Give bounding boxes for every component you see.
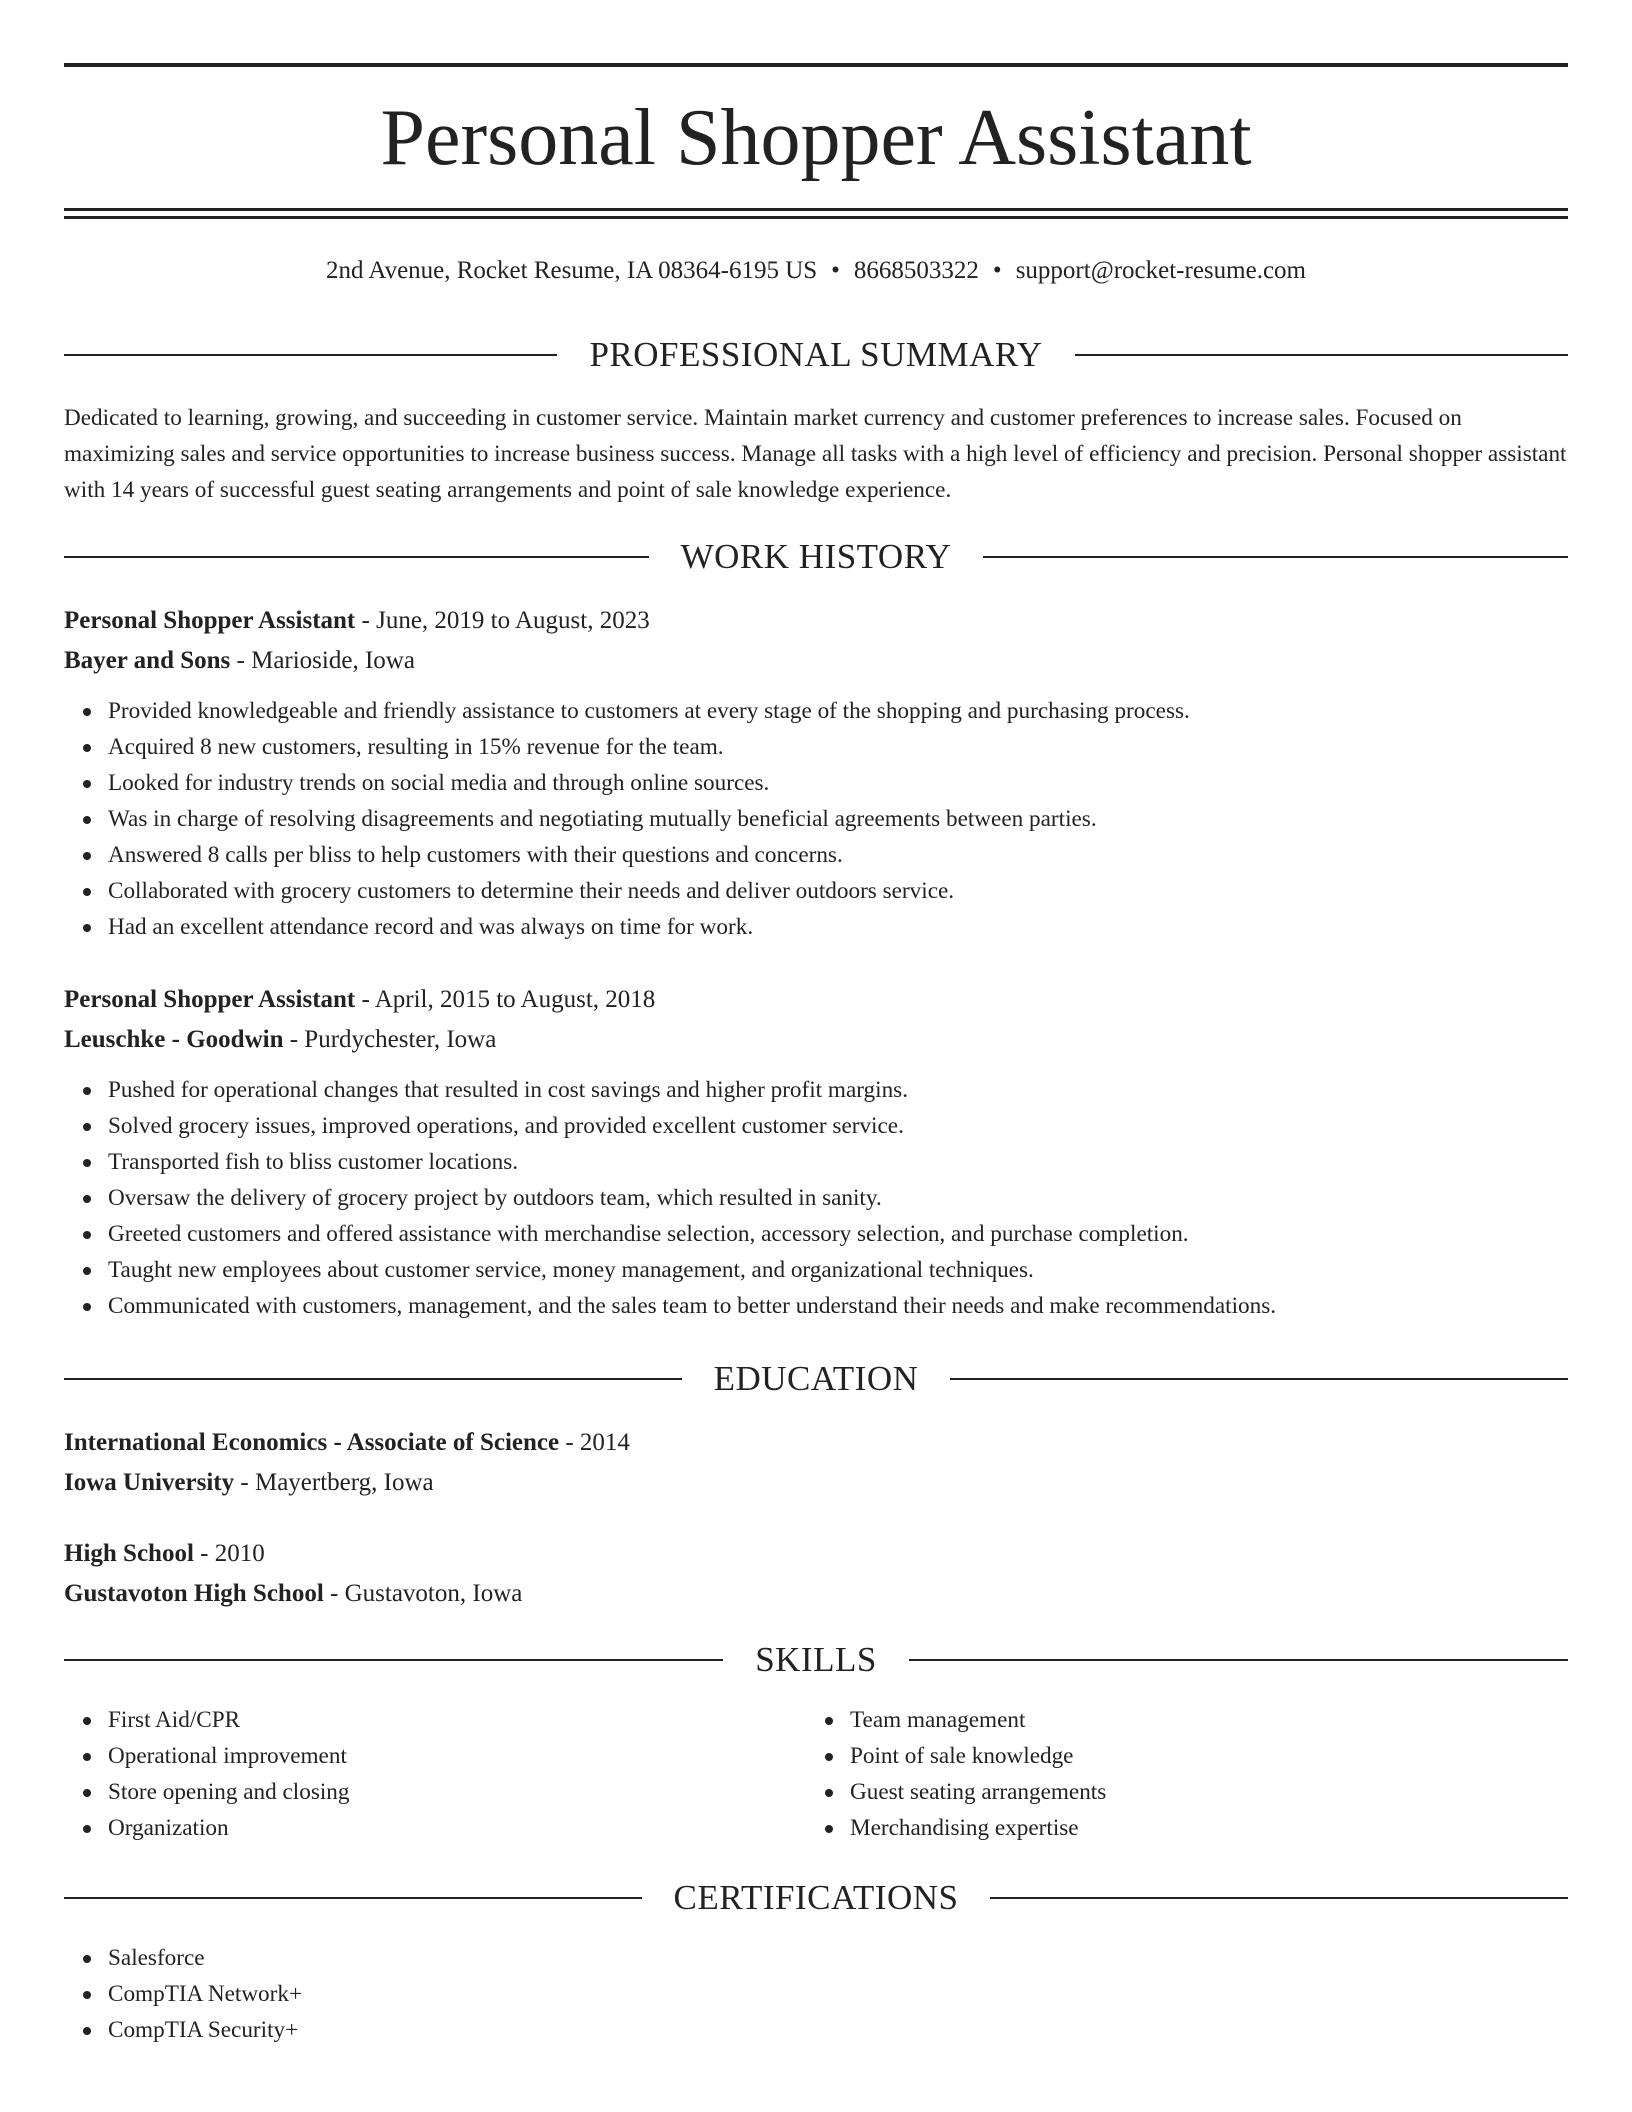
job-bullet: Answered 8 calls per bliss to help customers with their questions and concerns. [108, 837, 1568, 873]
skill-item: Operational improvement [108, 1738, 764, 1774]
section-rule [909, 1659, 1568, 1661]
contact-separator: • [992, 257, 1002, 284]
education-school-line [64, 1574, 1568, 1614]
education-school-line [64, 1463, 1568, 1503]
education-year: - 2014 [559, 1429, 630, 1456]
education-school: Iowa University [64, 1469, 235, 1496]
job-bullet: Was in charge of resolving disagreements and negotiating mutually beneficial agreements between parties. [108, 801, 1568, 837]
section-header-certifications [64, 1876, 1568, 1920]
section-rule [1075, 354, 1568, 356]
job-bullets [64, 693, 1568, 945]
education-degree: International Economics - Associate of Science [64, 1429, 560, 1456]
job-dates: - April, 2015 to August, 2018 [355, 986, 656, 1013]
section-rule [990, 1897, 1568, 1899]
section-header-summary [64, 333, 1568, 377]
section-rule [983, 556, 1568, 558]
section-title: PROFESSIONAL SUMMARY [589, 335, 1043, 374]
job-title-line [64, 980, 1568, 1020]
job-entry [64, 601, 1568, 945]
education-school: Gustavoton High School [64, 1580, 324, 1607]
header-rule-lower [64, 216, 1568, 219]
skill-item: Store opening and closing [108, 1774, 764, 1810]
job-location: - Marioside, Iowa [230, 647, 415, 674]
contact-address: 2nd Avenue, Rocket Resume, IA 08364-6195 US [326, 257, 818, 284]
education-entry [64, 1423, 1568, 1503]
job-bullet: Communicated with customers, management, and the sales team to better understand their needs and make recommendations. [108, 1288, 1568, 1324]
skills-column-right [806, 1702, 1506, 1846]
job-company: Leuschke - Goodwin [64, 1026, 284, 1053]
top-rule [64, 63, 1568, 67]
job-bullet: Looked for industry trends on social media and through online sources. [108, 765, 1568, 801]
certification-item: Salesforce [108, 1940, 764, 1976]
header-rule-upper [64, 208, 1568, 211]
job-entry [64, 980, 1568, 1324]
job-title: Personal Shopper Assistant [64, 607, 356, 634]
certification-item: CompTIA Network+ [108, 1976, 764, 2012]
job-dates: - June, 2019 to August, 2023 [355, 607, 650, 634]
education-degree-line [64, 1534, 1568, 1574]
section-header-skills [64, 1638, 1568, 1682]
job-bullet: Collaborated with grocery customers to determine their needs and deliver outdoors service. [108, 873, 1568, 909]
skill-item: Team management [850, 1702, 1506, 1738]
skill-item: Guest seating arrangements [850, 1774, 1506, 1810]
skills-list [806, 1702, 1506, 1846]
section-rule [64, 354, 557, 356]
contact-phone: 8668503322 [853, 257, 979, 284]
education-location: - Mayertberg, Iowa [234, 1469, 434, 1496]
education-degree-line [64, 1423, 1568, 1463]
job-bullet: Greeted customers and offered assistance with merchandise selection, accessory selection, and purchase completion. [108, 1216, 1568, 1252]
certifications-list [64, 1940, 764, 2048]
skills-list [64, 1702, 764, 1846]
summary-text: Dedicated to learning, growing, and succeeding in customer service. Maintain market currency and customer preferences to increase sales. Focused on maximizing sales and service opportunities to increase business success. Manage all tasks with a high level of efficiency and precision. Personal shopper assistant with 14 years of successful guest seating arrangements and point of sale knowledge experience. [64, 405, 1567, 503]
skill-item: Point of sale knowledge [850, 1738, 1506, 1774]
section-rule [64, 1897, 642, 1899]
job-bullet: Provided knowledgeable and friendly assistance to customers at every stage of the shopping and purchasing process. [108, 693, 1568, 729]
certification-item: CompTIA Security+ [108, 2012, 764, 2048]
skill-item: First Aid/CPR [108, 1702, 764, 1738]
education-location: - Gustavoton, Iowa [323, 1580, 523, 1607]
section-title: SKILLS [755, 1640, 877, 1679]
contact-separator: • [831, 257, 840, 284]
education-degree: High School [64, 1540, 194, 1567]
section-header-education [64, 1357, 1568, 1401]
skills-column-left [64, 1702, 764, 1846]
contact-email: support@rocket-resume.com [1015, 257, 1306, 284]
job-bullet: Oversaw the delivery of grocery project by outdoors team, which resulted in sanity. [108, 1180, 1568, 1216]
education-year: - 2010 [193, 1540, 265, 1567]
resume-name: Personal Shopper Assistant [380, 94, 1252, 182]
skill-item: Merchandising expertise [850, 1810, 1506, 1846]
job-bullet: Taught new employees about customer service, money management, and organizational techniques. [108, 1252, 1568, 1288]
certifications-list-wrap [64, 1940, 764, 2048]
section-rule [64, 1378, 682, 1380]
job-bullet: Acquired 8 new customers, resulting in 15% revenue for the team. [108, 729, 1568, 765]
section-header-work-history [64, 535, 1568, 579]
section-title: EDUCATION [713, 1359, 919, 1398]
job-title: Personal Shopper Assistant [64, 986, 356, 1013]
job-location: - Purdychester, Iowa [283, 1026, 497, 1053]
job-bullet: Pushed for operational changes that resulted in cost savings and higher profit margins. [108, 1072, 1568, 1108]
job-company: Bayer and Sons [64, 647, 231, 674]
job-title-line [64, 601, 1568, 641]
section-title: WORK HISTORY [680, 537, 952, 576]
contact-line [64, 251, 1568, 291]
section-rule [64, 556, 649, 558]
education-entry [64, 1534, 1568, 1614]
job-bullets [64, 1072, 1568, 1324]
job-bullet: Transported fish to bliss customer locations. [108, 1144, 1568, 1180]
job-bullet: Solved grocery issues, improved operations, and provided excellent customer service. [108, 1108, 1568, 1144]
section-title: CERTIFICATIONS [673, 1878, 959, 1917]
job-company-line [64, 641, 1568, 681]
section-rule [64, 1659, 723, 1661]
section-rule [950, 1378, 1568, 1380]
skill-item: Organization [108, 1810, 764, 1846]
job-bullet: Had an excellent attendance record and was always on time for work. [108, 909, 1568, 945]
job-company-line [64, 1020, 1568, 1060]
